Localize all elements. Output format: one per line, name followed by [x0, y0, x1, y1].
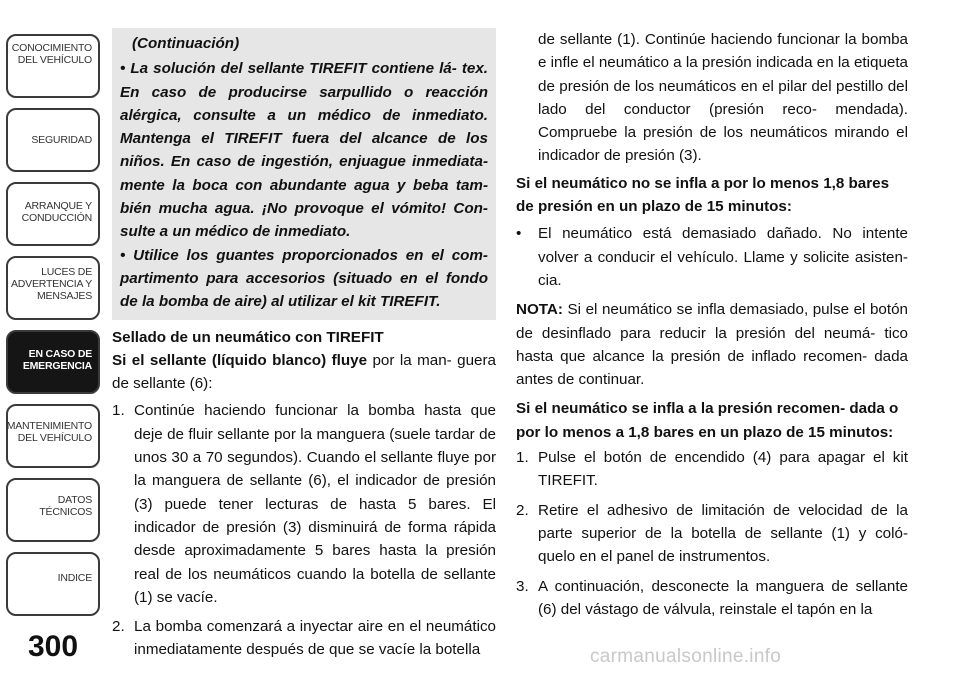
item-number: 2. [112, 618, 125, 636]
chapter-sidebar [0, 0, 104, 678]
item-number: 2. [516, 501, 529, 519]
item-text: La bomba comenzará a inyectar aire en el neumático inmediatamente después de que se vacíe la botella [134, 618, 496, 659]
tab-label: LUCES DE ADVERTENCIA Y MENSAJES [10, 266, 92, 302]
item-text: El neumático está demasiado dañado. No intente volver a conducir el vehículo. Llame y solicite asisten- cia. [538, 225, 908, 289]
tab-label: MANTENIMIENTO DEL VEHÍCULO [6, 420, 92, 444]
list-item [112, 615, 496, 662]
list-item [516, 222, 908, 292]
section-heading: Si el neumático se infla a la presión recomen- dada o por lo menos a 1,8 bares en un plazo de 15 minutos: [516, 400, 899, 441]
intro-paragraph [112, 349, 496, 396]
list-item [516, 575, 908, 622]
tab-label: INDICE [57, 572, 92, 584]
item-text: A continuación, desconecte la manguera de sellante (6) del vástago de válvula, reinstale el tapón en la [538, 577, 908, 618]
list-item [516, 446, 908, 493]
tab-indice[interactable] [6, 552, 100, 616]
left-column [112, 28, 496, 668]
note-text: Si el neumático se infla demasiado, pulse el botón de desinflado para reducir la presión del neumá- tico hasta que alcance la presión de inflado recomen- dada antes de continuar. [516, 301, 908, 389]
item-text: de sellante (1). Continúe haciendo funcionar la bomba e infle el neumático a la presión indicada en la etiqueta de presión de los neumáticos en el pilar del pestillo del lado del conductor (presión reco- mendada). Compruebe la presión de los neumáticos mirando el indicador de presión (3). [538, 31, 908, 165]
item-number: 3. [516, 577, 529, 595]
tab-datos-tecnicos[interactable] [6, 478, 100, 542]
page-number: 300 [28, 630, 79, 663]
tab-label: ARRANQUE Y CONDUCCIÓN [21, 200, 92, 224]
item-number: 1. [516, 449, 529, 467]
bullet-mark: • [516, 225, 522, 243]
list-item [112, 399, 496, 609]
tab-arranque-y-conduccion[interactable] [6, 182, 100, 246]
tab-en-caso-de-emergencia[interactable] [6, 330, 100, 394]
item-number: 1. [112, 402, 125, 420]
tab-label: EN CASO DE EMERGENCIA [22, 348, 92, 372]
item-text: Continúe haciendo funcionar la bomba hasta que deje de fluir sellante por la manguera (suele tardar de unos 30 a 70 segundos). Cuando el sellante fluye por la manguera de sellante (6), el indicador de presión (3) puede tener lecturas de hasta 5 bares. El indicador de presión (3) disminuirá de forma rápida desde aproximadamente 5 bares hasta la presión real de los neumáticos cuando la botella de sellante (1) se vacíe. [134, 402, 496, 606]
item-text: Pulse el botón de encendido (4) para apagar el kit TIREFIT. [538, 449, 908, 490]
right-column [516, 28, 908, 627]
item-text: Retire el adhesivo de limitación de velocidad de la parte superior de la botella de sellante (1) y coló- quelo en el panel de instrumentos. [538, 501, 908, 566]
section-heading: Sellado de un neumático con TIREFIT [112, 328, 384, 346]
tab-mantenimiento-del-vehiculo[interactable] [6, 404, 100, 468]
tab-label: DATOS TÉCNICOS [39, 494, 92, 518]
list-item [516, 499, 908, 569]
tab-conocimiento-del-vehiculo[interactable] [6, 34, 100, 98]
tab-seguridad[interactable] [6, 108, 100, 172]
warning-bullet: • Utilice los guantes proporcionados en el com- partimento para accesorios (situado en el fondo de la bomba de aire) al utilizar el kit TIREFIT. [120, 246, 488, 311]
continued-label: (Continuación) [132, 35, 240, 52]
tab-label: SEGURIDAD [31, 134, 92, 146]
section-heading: Si el neumático no se infla a por lo menos 1,8 bares de presión en un plazo de 15 minutos: [516, 174, 890, 216]
tab-luces-de-advertencia[interactable] [6, 256, 100, 320]
tab-label: CONOCIMIENTO DEL VEHÍCULO [11, 42, 92, 66]
indent-spacer [516, 28, 538, 168]
warning-bullet: • La solución del sellante TIREFIT contiene lá- tex. En caso de producirse sarpullido o reacción alérgica, consulte a un médico de inmediato. Mantenga el TIREFIT fuera del alcance de los niños. En caso de ingestión, enjuague inmediata- mente la boca con abundante agua y beba tam- bién mucha agua. ¡No provoque el vómito! Con- sulte a un médico de inmediato. [120, 60, 488, 241]
note-paragraph [516, 298, 908, 391]
intro-rest: por la man- guera de sellante (6): [112, 351, 496, 393]
list-item-continued [516, 28, 908, 168]
note-label: NOTA: [516, 301, 563, 319]
warning-note [112, 28, 496, 320]
intro-bold: Si el sellante (líquido blanco) fluye [112, 351, 368, 369]
watermark-text: carmanualsonline.info [590, 646, 782, 667]
